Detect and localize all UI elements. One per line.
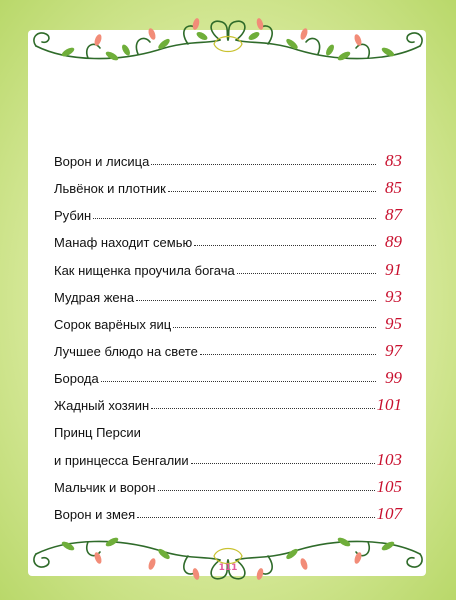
toc-entry[interactable] <box>54 146 402 173</box>
toc-entry[interactable] <box>54 200 402 227</box>
dot-leader <box>194 245 376 246</box>
toc-entry[interactable] <box>54 282 402 309</box>
toc-entry[interactable] <box>54 445 402 472</box>
toc-entry[interactable] <box>54 363 402 390</box>
dot-leader <box>136 300 376 301</box>
toc-entry-page: 101 <box>376 395 402 415</box>
dot-leader <box>158 490 375 491</box>
toc-entry[interactable] <box>54 472 402 499</box>
dot-leader <box>173 327 376 328</box>
toc-entry[interactable] <box>54 309 402 336</box>
top-floral-ornament-icon <box>28 10 428 70</box>
toc-entry-page: 103 <box>376 449 402 469</box>
toc-entry-page: 107 <box>376 503 402 523</box>
toc-entry-title: Ворон и лисица <box>54 154 150 169</box>
toc-entry-page: 97 <box>385 340 402 360</box>
toc-entry-title: Рубин <box>54 208 92 224</box>
toc-entry[interactable] <box>54 390 402 417</box>
dot-leader <box>137 517 374 518</box>
toc-entry-title: Как нищенка проучила богача <box>54 262 235 278</box>
dot-leader <box>168 191 376 192</box>
dot-leader <box>101 381 376 382</box>
toc-entry-page: 99 <box>385 368 402 388</box>
toc-entry-page: 89 <box>385 232 402 252</box>
toc-entry-title: Мальчик и ворон <box>54 479 156 495</box>
toc-entry[interactable] <box>54 499 402 526</box>
dot-leader <box>200 354 376 355</box>
toc-entry-title: Манаф находит семью <box>54 235 193 251</box>
dot-leader <box>151 408 374 409</box>
page-number: 111 <box>218 563 238 573</box>
toc-entry-page: 85 <box>385 178 402 198</box>
toc-entry-title: Сорок варёных яиц <box>54 316 172 332</box>
dot-leader <box>151 164 376 165</box>
toc-entry-page: 83 <box>385 151 402 170</box>
toc-entry-title: Лучшее блюдо на свете <box>54 343 198 359</box>
dot-leader <box>237 273 376 274</box>
dot-leader <box>191 463 375 464</box>
toc-entry[interactable] <box>54 227 402 254</box>
toc-entry-title: и принцесса Бенгалии <box>54 452 189 468</box>
toc-entry[interactable] <box>54 255 402 282</box>
toc-entry-page: 95 <box>385 313 402 333</box>
toc-entry-title: Борода <box>54 371 99 387</box>
toc-entry-line[interactable] <box>54 417 402 444</box>
toc-entry-title: Жадный хозяин <box>54 398 150 414</box>
toc-entry-page: 91 <box>385 259 402 279</box>
dot-leader <box>93 218 376 219</box>
toc-entry-page: 87 <box>385 205 402 225</box>
toc-entry-title: Мудрая жена <box>54 289 135 305</box>
toc-entry-title: Львёнок и плотник <box>54 181 166 197</box>
bottom-floral-ornament-icon <box>28 528 428 588</box>
toc-entry[interactable] <box>54 173 402 200</box>
toc-entry-page: 93 <box>385 286 402 306</box>
toc-entry-title: Ворон и змея <box>54 506 136 522</box>
toc-entry-title: Принц Персии <box>54 425 141 441</box>
toc-entry-page: 105 <box>376 476 402 496</box>
table-of-contents <box>54 146 402 526</box>
toc-entry[interactable] <box>54 336 402 363</box>
